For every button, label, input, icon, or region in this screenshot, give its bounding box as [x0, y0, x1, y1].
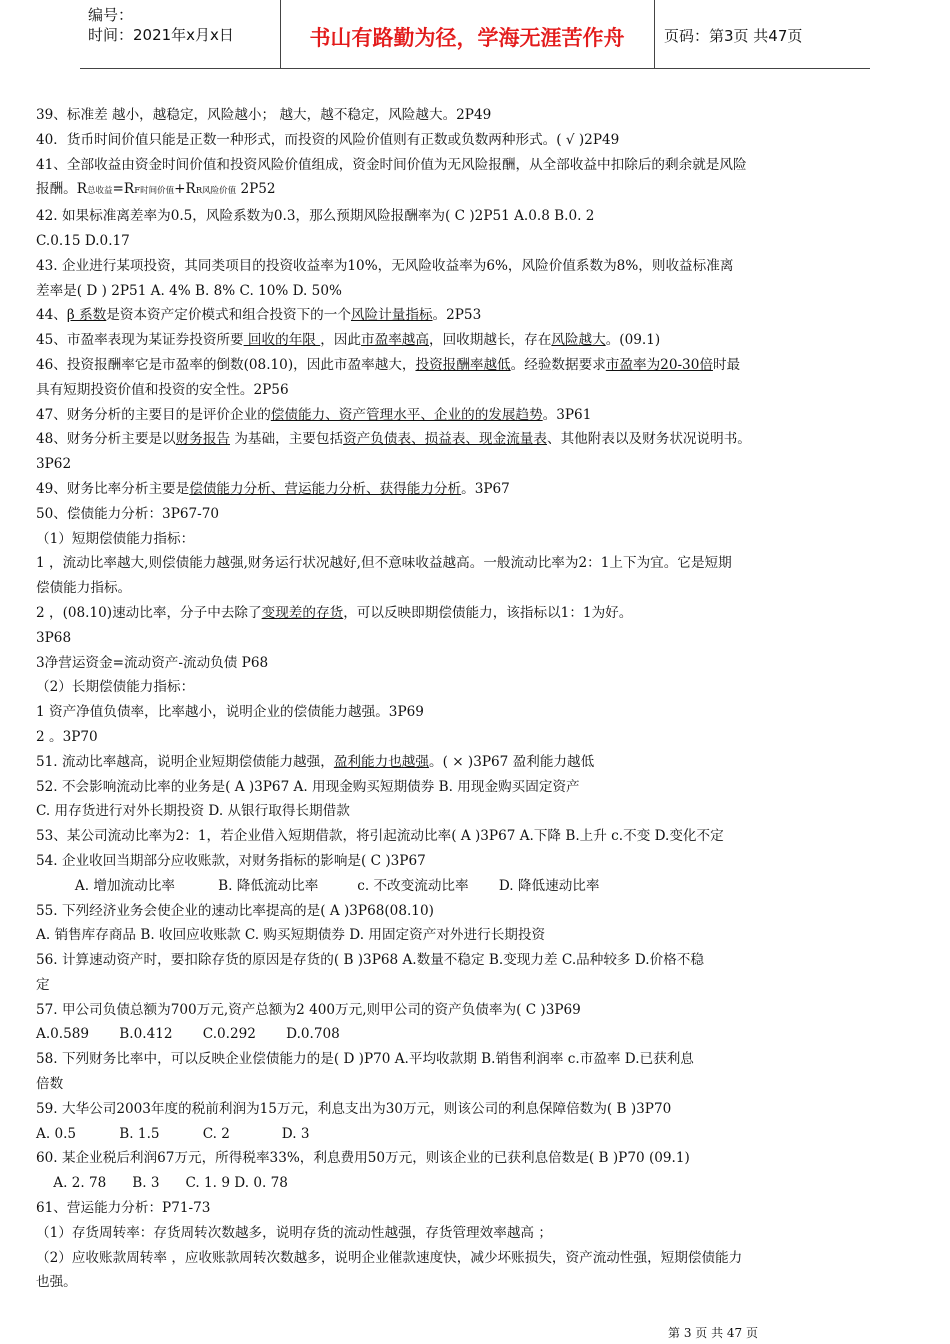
line-52b: C. 用存货进行对外长期投资 D. 从银行取得长期借款: [36, 803, 350, 820]
line-50-current-ratio-b: 偿债能力指标。: [36, 580, 132, 597]
document-body: [36, 103, 908, 1295]
line-58b: 倍数: [36, 1076, 64, 1093]
line-50-item-2: 2 。3P70: [36, 728, 98, 745]
line-56b: 定: [36, 976, 50, 993]
line-51: 51. 流动比率越高，说明企业短期偿债能力越强，盈利能力也越强。( × )3P67 盈利能力越低: [36, 753, 595, 770]
line-54a: 54. 企业收回当期部分应收账款，对财务指标的影响是( C )3P67: [36, 852, 426, 869]
line-50-short-term-heading: （1）短期偿债能力指标：: [36, 530, 195, 547]
line-61-receivables-turnover-b: 也强。: [36, 1274, 77, 1291]
line-46b: 具有短期投资价值和投资的安全性。2P56: [36, 381, 289, 398]
line-50-quick-ratio: 2 ，(08.10)速动比率，分子中去除了变现差的存货，可以反映即期偿债能力，该指标以1：1为好。: [36, 604, 633, 621]
line-60b: A. 2. 78 B. 3 C. 1. 9 D. 0. 78: [36, 1175, 288, 1192]
line-54b: A. 增加流动比率 B. 降低流动比率 c. 不改变流动比率 D. 降低速动比率: [36, 877, 600, 894]
line-48b: 3P62: [36, 456, 72, 473]
line-43a: 43. 企业进行某项投资，其同类项目的投资收益率为10%，无风险收益率为6%，风险价值系数为8%，则收益标准离: [36, 257, 734, 274]
line-46a: 46、投资报酬率它是市盈率的倒数(08.10)，因此市盈率越大，投资报酬率越低。经验数据要求市盈率为20-30倍时最: [36, 356, 741, 373]
page-footer: 第 3 页 共 47 页: [668, 1326, 758, 1340]
header-motto: 书山有路勤为径，学海无涯苦作舟: [309, 26, 625, 50]
line-59b: A. 0.5 B. 1.5 C. 2 D. 3: [36, 1125, 310, 1142]
line-42b: C.0.15 D.0.17: [36, 232, 130, 249]
line-43b: 差率是( D ) 2P51 A. 4% B. 8% C. 10% D. 50%: [36, 282, 342, 299]
header-page-number: 页码：第3页 共47页: [664, 27, 803, 45]
line-59a: 59. 大华公司2003年度的税前利润为15万元，利息支出为30万元，则该公司的利息保障倍数为( B )3P70: [36, 1100, 672, 1117]
header-meta-cell: [80, 0, 281, 68]
header-page-cell: [654, 0, 870, 68]
line-48a: 48、财务分析主要是以财务报告 为基础，主要包括资产负债表、损益表、现金流量表、其他附表以及财务状况说明书。: [36, 431, 751, 448]
line-40: 40．货币时间价值只能是正数一种形式，而投资的风险价值则有正数或负数两种形式。( √ )2P49: [36, 131, 620, 148]
line-61-receivables-turnover-a: （2）应收账款周转率 ，应收账款周转次数越多，说明企业催款速度快，减少坏账损失，资产流动性强，短期偿债能力: [36, 1249, 743, 1266]
page-header: [80, 0, 870, 69]
line-57a: 57. 甲公司负债总额为700万元,资产总额为2 400万元,则甲公司的资产负债率为( C )3P69: [36, 1001, 581, 1018]
line-53: 53、某公司流动比率为2：1，若企业借入短期借款，将引起流动比率( A )3P67 A.下降 B.上升 c.不变 D.变化不定: [36, 828, 724, 845]
line-42a: 42. 如果标准离差率为0.5，风险系数为0.3，那么预期风险报酬率为( C )2P51 A.0.8 B.0. 2: [36, 208, 595, 225]
line-61-inventory-turnover: （1）存货周转率：存货周转次数越多，说明存货的流动性越强，存货管理效率越高 ；: [36, 1224, 552, 1241]
line-45: 45、市盈率表现为某证券投资所要 回收的年限 ，因此市盈率越高，回收期越长，存在风险越大。(09.1): [36, 332, 661, 349]
line-58a: 58. 下列财务比率中，可以反映企业偿债能力的是( D )P70 A.平均收款期 B.销售利润率 c.市盈率 D.已获利息: [36, 1051, 694, 1068]
line-50: 50、偿债能力分析：3P67-70: [36, 505, 220, 522]
line-50-working-capital: 3净营运资金=流动资产-流动负债 P68: [36, 654, 269, 671]
line-47: 47、财务分析的主要目的是评价企业的偿债能力、资产管理水平、企业的的发展趋势。3P61: [36, 406, 592, 423]
header-motto-cell: [280, 0, 655, 68]
line-50-debt-ratio: 1 资产净值负债率，比率越小，说明企业的偿债能力越强。3P69: [36, 704, 424, 721]
line-44: 44、β 系数是资本资产定价模式和组合投资下的一个风险计量指标。2P53: [36, 307, 482, 324]
line-57b: A.0.589 B.0.412 C.0.292 D.0.708: [36, 1026, 340, 1043]
line-41a: 41、全部收益由资金时间价值和投资风险价值组成，资金时间价值为无风险报酬，从全部收益中扣除后的剩余就是风险: [36, 156, 747, 173]
line-50-long-term-heading: （2）长期偿债能力指标：: [36, 679, 195, 696]
line-50-quick-ratio-ref: 3P68: [36, 629, 72, 646]
line-55b: A. 销售库存商品 B. 收回应收账款 C. 购买短期债券 D. 用固定资产对外进行长期投资: [36, 927, 546, 944]
line-50-current-ratio-a: 1 ，流动比率越大,则偿债能力越强,财务运行状况越好,但不意味收益越高。一般流动比率为2：1上下为宜。它是短期: [36, 555, 732, 572]
document-number-label: 编号：: [88, 6, 134, 24]
line-55a: 55. 下列经济业务会使企业的速动比率提高的是( A )3P68(08.10): [36, 902, 434, 919]
line-39: 39、标准差 越小，越稳定，风险越小； 越大，越不稳定，风险越大。2P49: [36, 107, 492, 123]
line-41b: 报酬。R总收益=RF时间价值+RR风险价值 2P52: [36, 181, 276, 198]
line-56a: 56. 计算速动资产时，要扣除存货的原因是存货的( B )3P68 A.数量不稳定 B.变现力差 C.品种较多 D.价格不稳: [36, 952, 704, 969]
line-60a: 60. 某企业税后利润67万元，所得税率33%，利息费用50万元，则该企业的已获利息倍数是( B )P70 (09.1): [36, 1150, 690, 1167]
line-61: 61、营运能力分析：P71-73: [36, 1200, 211, 1217]
document-time-label: 时间：2021年x月x日: [88, 26, 234, 44]
line-52a: 52. 不会影响流动比率的业务是( A )3P67 A. 用现金购买短期债券 B. 用现金购买固定资产: [36, 778, 580, 795]
line-49: 49、财务比率分析主要是偿债能力分析、营运能力分析、获得能力分析。3P67: [36, 480, 510, 497]
